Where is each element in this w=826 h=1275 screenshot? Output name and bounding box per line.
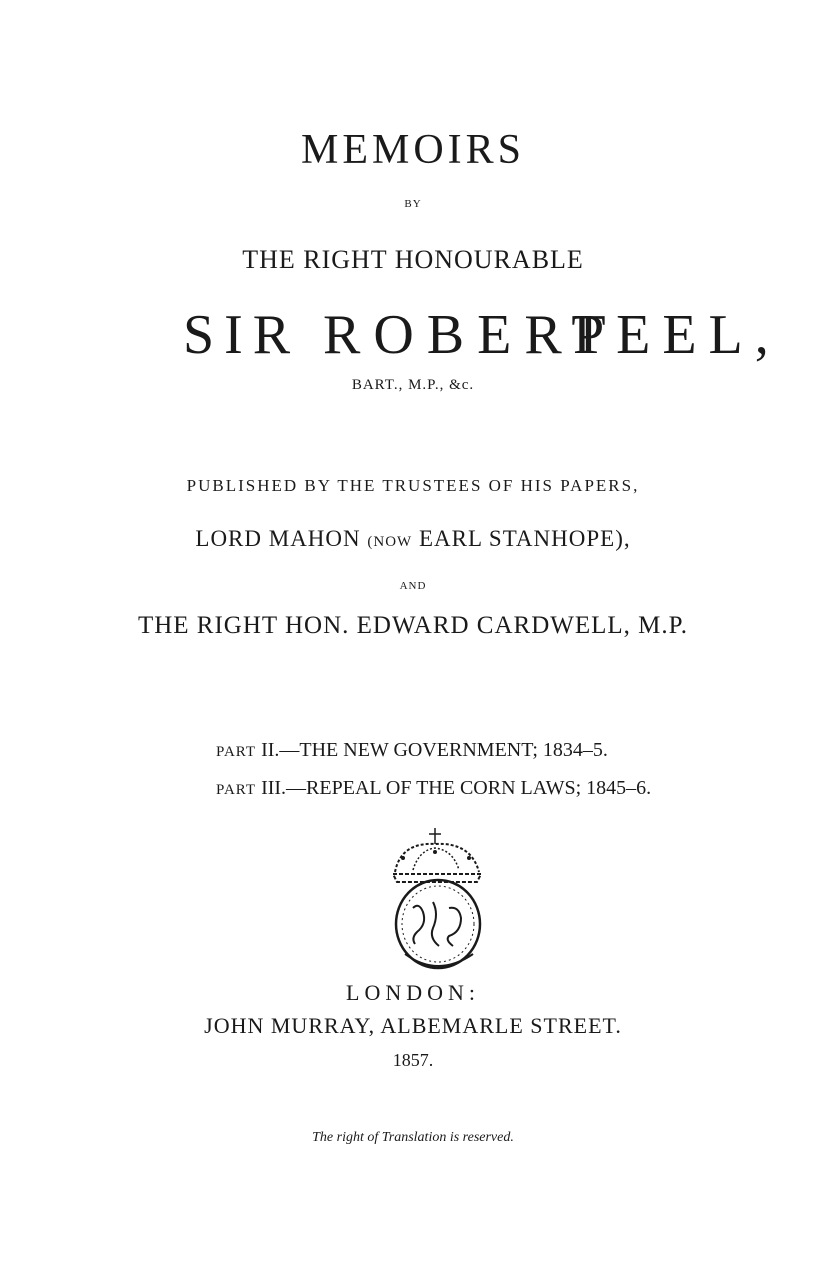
author-name-first: SIR (183, 304, 301, 366)
imprint-year: 1857. (392, 1050, 434, 1070)
and-line: AND (399, 580, 427, 592)
crown-seal-icon (383, 828, 493, 978)
part-label: PART (216, 782, 257, 798)
imprint-publisher: JOHN MURRAY, ALBEMARLE STREET. (204, 1013, 622, 1038)
author-honours: BART., M.P., &c. (351, 377, 475, 393)
honourable-line: THE RIGHT HONOURABLE (242, 245, 584, 274)
by-line: BY (404, 198, 422, 210)
trustee-mahon-now: (NOW (367, 534, 413, 550)
rights-notice: The right of Translation is reserved. (312, 1130, 514, 1145)
published-by-line: PUBLISHED BY THE TRUSTEES OF HIS PAPERS, (186, 476, 640, 495)
part-three-line (216, 777, 776, 800)
book-title: MEMOIRS (300, 127, 526, 173)
trustee-cardwell: THE RIGHT HON. EDWARD CARDWELL, M.P. (137, 612, 689, 639)
imprint-city: LONDON: (346, 980, 480, 1005)
author-name-middle: ROBERT (323, 304, 619, 366)
part-label: PART (216, 744, 257, 760)
trustee-mahon (0, 526, 826, 552)
part-two-line (216, 739, 776, 762)
part-text: III.—REPEAL OF THE CORN LAWS; 1845–6. (261, 777, 652, 799)
trustee-mahon-title: EARL STANHOPE), (418, 526, 631, 551)
author-name-last: PEEL, (573, 304, 781, 366)
part-text: II.—THE NEW GOVERNMENT; 1834–5. (261, 739, 608, 761)
trustee-mahon-name: LORD MAHON (195, 526, 361, 551)
